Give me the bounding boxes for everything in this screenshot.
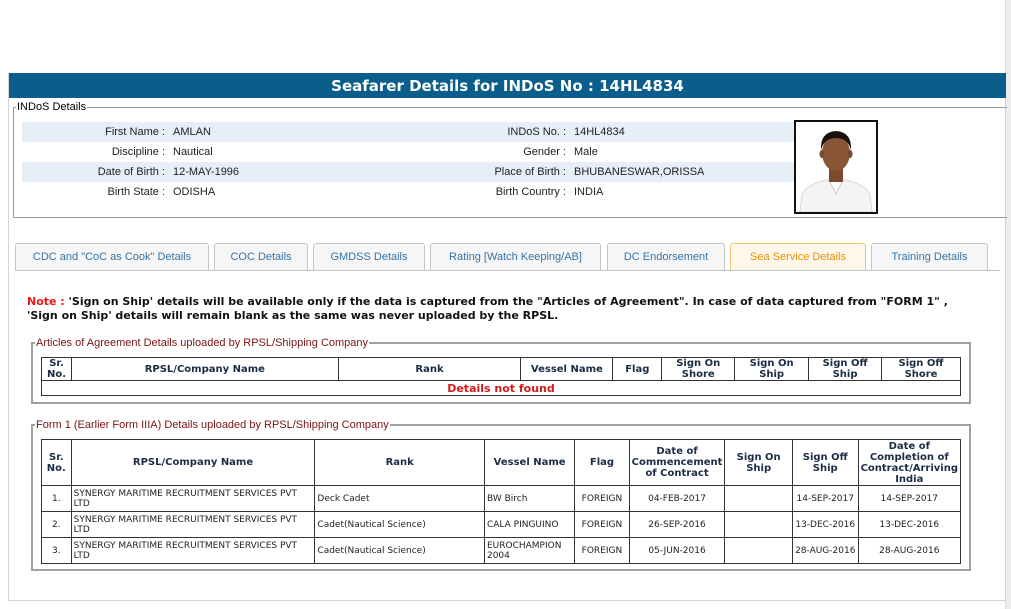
first-name-label: First Name : bbox=[22, 122, 169, 142]
row-date-of-commencement: 05-JUN-2016 bbox=[629, 538, 725, 564]
gender-label: Gender : bbox=[494, 142, 570, 162]
col-rank: Rank bbox=[338, 358, 521, 381]
indos-details-legend: INDoS Details bbox=[17, 101, 87, 113]
articles-of-agreement-section bbox=[31, 337, 971, 404]
col-sign-off-ship: Sign Off Ship bbox=[792, 440, 858, 486]
col-vessel-name: Vessel Name bbox=[521, 358, 613, 381]
row-company-name: SYNERGY MARITIME RECRUITMENT SERVICES PVT LTD bbox=[71, 512, 315, 538]
col-sr-no: Sr. No. bbox=[42, 358, 72, 381]
row-flag: FOREIGN bbox=[575, 538, 629, 564]
table-row bbox=[42, 486, 961, 512]
tab-gmdss[interactable]: GMDSS Details bbox=[313, 243, 425, 270]
sign-on-note bbox=[27, 295, 977, 323]
row-date-of-completion: 28-AUG-2016 bbox=[858, 538, 960, 564]
aoa-legend: Articles of Agreement Details uploaded by RPSL/Shipping Company bbox=[36, 337, 369, 349]
col-vessel-name: Vessel Name bbox=[484, 440, 574, 486]
col-company-name: RPSL/Company Name bbox=[71, 440, 315, 486]
col-sign-on-shore: Sign On Shore bbox=[662, 358, 735, 381]
col-flag: Flag bbox=[575, 440, 629, 486]
row-rank: Cadet(Nautical Science) bbox=[315, 512, 485, 538]
place-of-birth-value: BHUBANESWAR,ORISSA bbox=[570, 162, 802, 182]
row-vessel-name: CALA PINGUINO bbox=[484, 512, 574, 538]
details-not-found-message: Details not found bbox=[42, 381, 961, 396]
note-text: 'Sign on Ship' details will be available only if the data is captured from the "Articles of Agreement". In case of data captured from "FORM 1" , 'Sign on Ship' details will remain blank as the same was never uploaded by the RPSL. bbox=[27, 295, 948, 322]
note-label: Note : bbox=[27, 295, 65, 308]
row-sr-no: 1. bbox=[42, 486, 72, 512]
discipline-label: Discipline : bbox=[22, 142, 169, 162]
dob-label: Date of Birth : bbox=[22, 162, 169, 182]
table-row bbox=[42, 381, 961, 396]
tab-cdc-coc-cook[interactable]: CDC and "CoC as Cook" Details bbox=[15, 243, 209, 270]
row-rank: Cadet(Nautical Science) bbox=[315, 538, 485, 564]
form1-section bbox=[31, 419, 971, 571]
row-sr-no: 2. bbox=[42, 512, 72, 538]
row-sign-on-ship bbox=[725, 486, 793, 512]
aoa-table bbox=[41, 357, 961, 396]
birth-state-value: ODISHA bbox=[169, 182, 494, 202]
seafarer-photo bbox=[794, 120, 878, 214]
row-vessel-name: EUROCHAMPION 2004 bbox=[484, 538, 574, 564]
col-flag: Flag bbox=[613, 358, 662, 381]
info-row bbox=[22, 142, 802, 162]
info-row bbox=[22, 122, 802, 142]
row-date-of-completion: 14-SEP-2017 bbox=[858, 486, 960, 512]
tab-coc[interactable]: COC Details bbox=[214, 243, 308, 270]
row-company-name: SYNERGY MARITIME RECRUITMENT SERVICES PVT LTD bbox=[71, 486, 315, 512]
row-sign-off-ship: 13-DEC-2016 bbox=[792, 512, 858, 538]
row-sr-no: 3. bbox=[42, 538, 72, 564]
row-sign-on-ship bbox=[725, 538, 793, 564]
form1-legend: Form 1 (Earlier Form IIIA) Details uploaded by RPSL/Shipping Company bbox=[36, 419, 389, 431]
first-name-value: AMLAN bbox=[169, 122, 494, 142]
aoa-header-row bbox=[42, 358, 961, 381]
col-date-of-completion: Date of Completion of Contract/Arriving India bbox=[858, 440, 960, 486]
col-sr-no: Sr. No. bbox=[42, 440, 72, 486]
row-rank: Deck Cadet bbox=[315, 486, 485, 512]
dob-value: 12-MAY-1996 bbox=[169, 162, 494, 182]
tab-training[interactable]: Training Details bbox=[871, 243, 988, 270]
form1-header-row bbox=[42, 440, 961, 486]
row-sign-on-ship bbox=[725, 512, 793, 538]
row-flag: FOREIGN bbox=[575, 512, 629, 538]
col-sign-off-shore: Sign Off Shore bbox=[882, 358, 961, 381]
seafarer-details-page bbox=[8, 73, 1006, 601]
birth-country-label: Birth Country : bbox=[494, 182, 570, 202]
discipline-value: Nautical bbox=[169, 142, 494, 162]
tab-dc-endorsement[interactable]: DC Endorsement bbox=[607, 243, 725, 270]
row-date-of-commencement: 04-FEB-2017 bbox=[629, 486, 725, 512]
person-photo-icon bbox=[796, 122, 876, 212]
row-sign-off-ship: 28-AUG-2016 bbox=[792, 538, 858, 564]
col-sign-on-ship: Sign On Ship bbox=[735, 358, 809, 381]
birth-state-label: Birth State : bbox=[22, 182, 169, 202]
row-vessel-name: BW Birch bbox=[484, 486, 574, 512]
table-row bbox=[42, 512, 961, 538]
indos-no-label: INDoS No. : bbox=[494, 122, 570, 142]
table-row bbox=[42, 538, 961, 564]
tab-sea-service[interactable]: Sea Service Details bbox=[730, 243, 866, 270]
birth-country-value: INDIA bbox=[570, 182, 802, 202]
tab-rating-watch-keeping[interactable]: Rating [Watch Keeping/AB] bbox=[430, 243, 601, 270]
row-company-name: SYNERGY MARITIME RECRUITMENT SERVICES PVT LTD bbox=[71, 538, 315, 564]
col-company-name: RPSL/Company Name bbox=[71, 358, 338, 381]
place-of-birth-label: Place of Birth : bbox=[494, 162, 570, 182]
row-date-of-completion: 13-DEC-2016 bbox=[858, 512, 960, 538]
gender-value: Male bbox=[570, 142, 802, 162]
indos-info-table bbox=[22, 122, 802, 202]
indos-details-section bbox=[13, 101, 1007, 218]
col-sign-off-ship: Sign Off Ship bbox=[809, 358, 882, 381]
page-title: Seafarer Details for INDoS No : 14HL4834 bbox=[9, 73, 1006, 98]
row-sign-off-ship: 14-SEP-2017 bbox=[792, 486, 858, 512]
tab-panel-border bbox=[15, 270, 1000, 271]
info-row bbox=[22, 162, 802, 182]
row-date-of-commencement: 26-SEP-2016 bbox=[629, 512, 725, 538]
col-rank: Rank bbox=[315, 440, 485, 486]
form1-table bbox=[41, 439, 961, 564]
row-flag: FOREIGN bbox=[575, 486, 629, 512]
info-row bbox=[22, 182, 802, 202]
col-date-of-commencement: Date of Commencement of Contract bbox=[629, 440, 725, 486]
indos-no-value: 14HL4834 bbox=[570, 122, 802, 142]
col-sign-on-ship: Sign On Ship bbox=[725, 440, 793, 486]
